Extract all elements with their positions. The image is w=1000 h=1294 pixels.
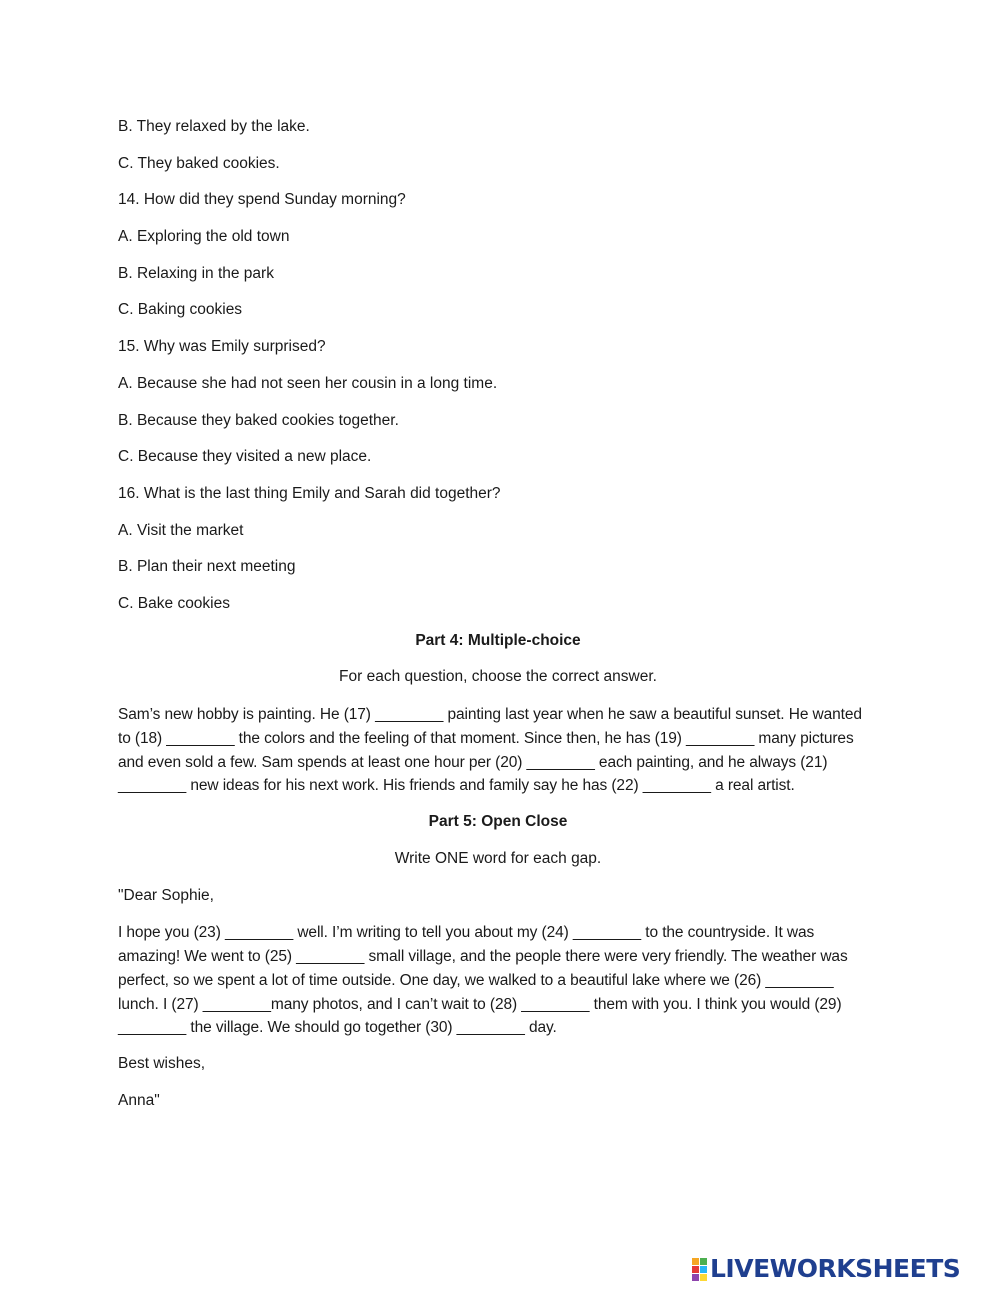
part5-heading: Part 5: Open Close [428,813,568,831]
answer-option: C. Baking cookies [118,301,243,319]
answer-option: A. Because she had not seen her cousin in a long time. [118,374,498,392]
part4-heading: Part 4: Multiple-choice [415,631,581,649]
answer-option: B. They relaxed by the lake. [118,118,310,135]
worksheet-page [118,116,878,1127]
letter-greeting: "Dear Sophie, [118,886,214,904]
logo-block [692,1258,699,1265]
letter-closing: Best wishes, [118,1055,206,1073]
logo-block [692,1274,699,1281]
logo-text: LIVEWORKSHEETS [710,1254,961,1283]
answer-option: C. Bake cookies [118,594,230,612]
part5-instruction: Write ONE word for each gap. [394,849,602,867]
logo-block [700,1258,707,1265]
answer-option: B. Plan their next meeting [118,558,296,576]
answer-option: B. Because they baked cookies together. [118,411,399,429]
answer-option: C. They baked cookies. [118,154,280,172]
answer-option: C. Because they visited a new place. [118,448,372,466]
letter-signature: Anna" [118,1091,160,1109]
logo-block [700,1266,707,1273]
letter-body: I hope you (23) ________ well. I’m writing to tell you about my (24) ________ to the countryside. It was amazing! We went to (25) ________ small village, and the people there were very friendly. The weather was perfect, so we spent a lot of time outside. One day, we walked to a beautiful lake where we (26) ________ lunch. I (27) ________many photos, and I can’t wait to (28) ________ them with you. I think you would (29) ________ the village. We should go together (30) ________ day. [118,924,848,1037]
logo-block [700,1274,707,1281]
question-14: 14. How did they spend Sunday morning? [118,191,406,209]
part4-instruction: For each question, choose the correct answer. [339,668,657,686]
answer-option: B. Relaxing in the park [118,264,274,282]
liveworksheets-logo [692,1254,960,1284]
answer-option: A. Exploring the old town [118,228,290,246]
logo-blocks-icon [692,1258,707,1281]
question-16: 16. What is the last thing Emily and Sarah did together? [118,484,501,502]
logo-block [692,1266,699,1273]
answer-option: A. Visit the market [118,521,244,539]
part4-passage: Sam’s new hobby is painting. He (17) ________ painting last year when he saw a beautiful sunset. He wanted to (18) ________ the colors and the feeling of that moment. Since then, he has (19) ________ many pictures and even sold a few. Sam spends at least one hour per (20) ________ each painting, and he always (21) ________ new ideas for his next work. His friends and family say he has (22) ________ a real artist. [118,706,862,795]
question-15: 15. Why was Emily surprised? [118,338,326,356]
